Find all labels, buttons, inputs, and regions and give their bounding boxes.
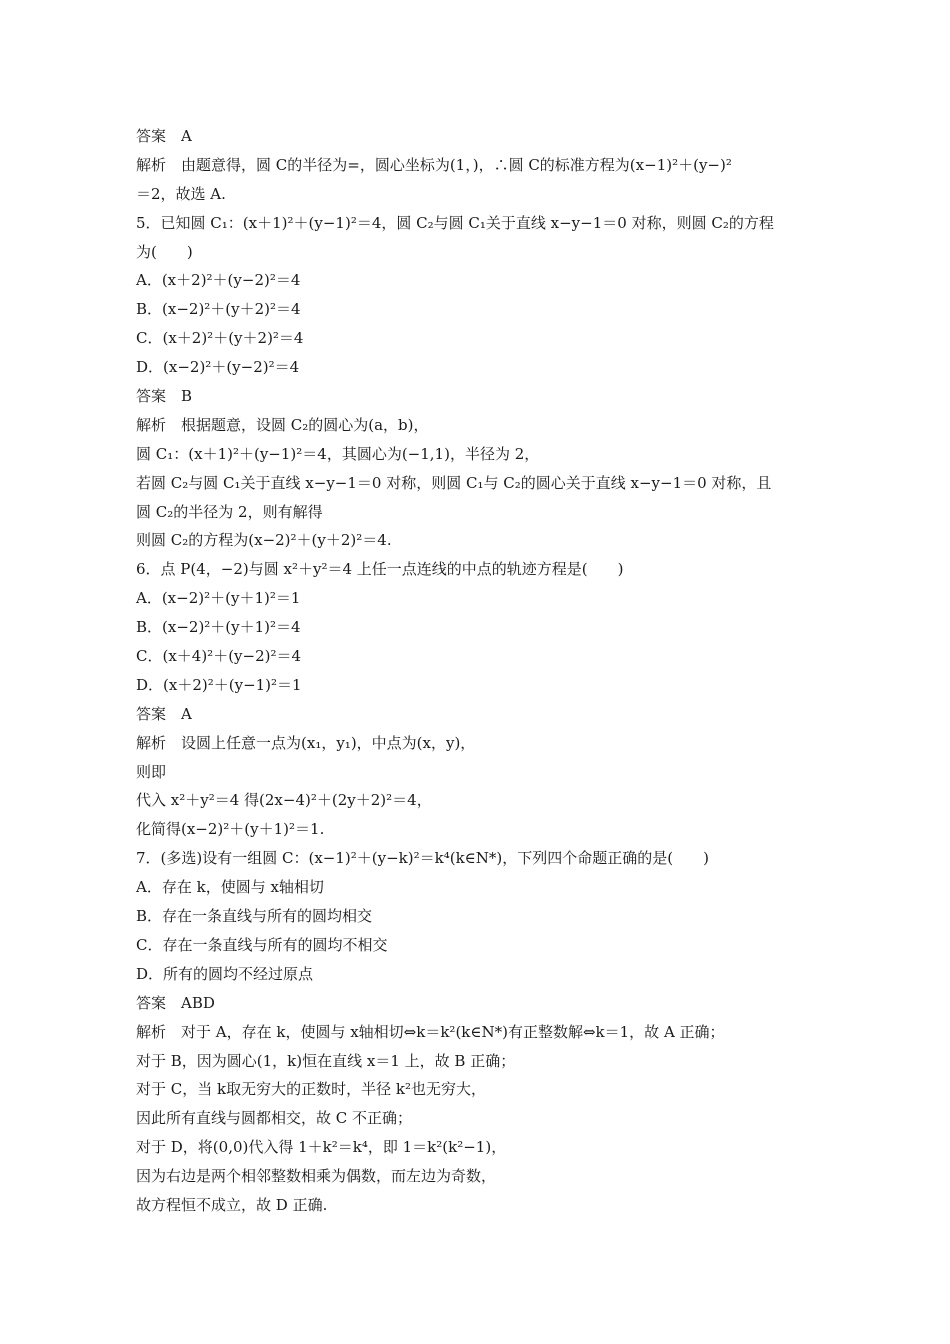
text-line: 解析 根据题意，设圆 C₂的圆心为(a，b)， (136, 415, 429, 434)
text-line: 对于 D，将(0,0)代入得 1＋k²＝k⁴，即 1＝k²(k²−1)， (136, 1138, 507, 1157)
text-line: 对于 B，因为圆心(1，k)恒在直线 x＝1 上，故 B 正确； (136, 1051, 516, 1070)
text-line: 解析 对于 A，存在 k，使圆与 x轴相切⇔k＝k²(k∈N*)有正整数解⇔k＝1，故 A 正确； (136, 1022, 725, 1041)
text-line: 则圆 C₂的方程为(x−2)²＋(y＋2)²＝4. (136, 531, 392, 550)
text-line: ＝2，故选 A. (136, 184, 226, 203)
text-line: 解析 设圆上任意一点为(x₁，y₁)，中点为(x，y)， (136, 733, 476, 752)
text-line: C．(x＋4)²＋(y−2)²＝4 (136, 647, 302, 666)
text-line: 化简得(x−2)²＋(y＋1)²＝1. (136, 820, 325, 839)
text-line: D．(x−2)²＋(y−2)²＝4 (136, 358, 300, 377)
text-line: 为( ) (136, 242, 193, 261)
text-line: 则即 (136, 762, 167, 781)
text-line: A．(x−2)²＋(y＋1)²＝1 (136, 589, 301, 608)
text-line: 答案 B (136, 387, 193, 406)
text-line: 圆 C₂的半径为 2，则有解得 (136, 502, 323, 521)
text-line: 6．点 P(4，−2)与圆 x²＋y²＝4 上任一点连线的中点的轨迹方程是( ) (136, 560, 624, 579)
text-line: 代入 x²＋y²＝4 得(2x−4)²＋(2y＋2)²＝4， (136, 791, 432, 810)
text-line: A．存在 k，使圆与 x轴相切 (136, 878, 324, 897)
text-line: B．存在一条直线与所有的圆均相交 (136, 907, 373, 926)
text-line: 对于 C，当 k取无穷大的正数时，半径 k²也无穷大， (136, 1080, 486, 1099)
text-line: D．(x＋2)²＋(y−1)²＝1 (136, 675, 302, 694)
text-line: D．所有的圆均不经过原点 (136, 964, 314, 983)
text-line: 7．(多选)设有一组圆 C：(x−1)²＋(y−k)²＝k⁴(k∈N*)，下列四个命题正确的是( ) (136, 849, 709, 868)
text-line: 答案 ABD (136, 993, 215, 1012)
document-body (136, 122, 826, 1220)
text-line: 因为右边是两个相邻整数相乘为偶数，而左边为奇数， (136, 1167, 497, 1186)
text-line: 解析 由题意得，圆 C的半径为=，圆心坐标为(1，)，∴圆 C的标准方程为(x−1)²＋(y−)² (136, 155, 732, 174)
text-line: A．(x＋2)²＋(y−2)²＝4 (136, 271, 301, 290)
text-line: B．(x−2)²＋(y＋2)²＝4 (136, 300, 301, 319)
text-line: 圆 C₁：(x＋1)²＋(y−1)²＝4，其圆心为(−1,1)，半径为 2， (136, 444, 540, 463)
text-line: 故方程恒不成立，故 D 正确. (136, 1195, 328, 1214)
text-line: C．(x＋2)²＋(y＋2)²＝4 (136, 329, 304, 348)
text-line: B．(x−2)²＋(y＋1)²＝4 (136, 618, 301, 637)
text-line: 答案 A (136, 127, 192, 145)
text-line: 因此所有直线与圆都相交，故 C 不正确； (136, 1109, 413, 1128)
text-line: 5．已知圆 C₁：(x＋1)²＋(y−1)²＝4，圆 C₂与圆 C₁关于直线 x−y−1＝0 对称，则圆 C₂的方程 (136, 213, 774, 232)
text-line: 若圆 C₂与圆 C₁关于直线 x−y−1＝0 对称，则圆 C₁与 C₂的圆心关于直线 x−y−1＝0 对称，且 (136, 473, 772, 492)
text-line: C．存在一条直线与所有的圆均不相交 (136, 935, 388, 954)
text-line: 答案 A (136, 704, 192, 723)
